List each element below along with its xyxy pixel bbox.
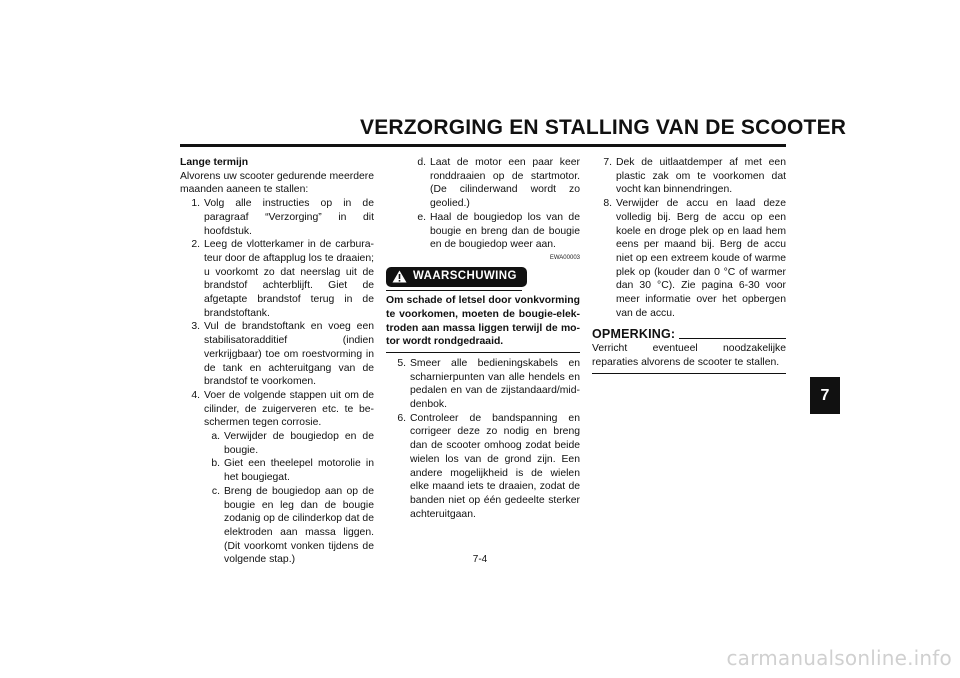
page-number: 7-4 [472,554,488,565]
item-number: 1. [191,198,200,210]
item-letter: d. [417,157,426,168]
section-heading: Lange termijn [180,157,249,168]
list-item [180,238,374,320]
warning-code: EWA00003 [549,254,580,261]
item-text: Smeer alle bedieningskabels en scharnierpunten van alle hendels en pedalen en van de zijstandaard/middenbok. [410,357,580,411]
list-item [180,197,374,238]
item-text: Haal de bougiedop los van de bougie en breng dan de bougie en de bougiedop weer aan. [430,211,580,251]
item-number: 6. [397,412,406,424]
sub-list-item [180,430,374,457]
item-text: Volg alle instructies op in de paragraaf “Verzorging” in dit hoofdstuk. [204,198,374,237]
item-number: 5. [397,357,406,369]
item-letter: b. [211,458,220,470]
item-text: Vul de brandstoftank en voeg een stabilisatoradditief (indien verkrijgbaar) toe om roestvorming in de tank en achteruitgang van de brandstof te voorkomen. [204,321,374,388]
item-letter: a. [211,431,220,443]
item-text: Giet een theelepel motorolie in het bougiegat. [224,458,374,484]
sub-list-item [386,211,580,252]
item-number: 2. [191,239,200,251]
sub-list-item [180,457,374,484]
list-item [592,197,786,320]
sub-list-item [180,485,374,567]
item-number: 8. [603,198,612,210]
note-rule [679,338,786,339]
item-text: Verwijder de bougiedop en de bougie. [224,431,374,456]
page-title: VERZORGING EN STALLING VAN DE SCOOTER [360,116,847,139]
note-label: OPMERKING: [592,327,676,342]
list-item [180,389,374,430]
item-text: Leeg de vlotterkamer in de carburateur door de aftapplug los te draaien; u voorkomt zo dat neerslag uit de brandstof achterblijft. Giet de afgetapte brandstof terug in de brandstoftank. [204,239,374,319]
item-number: 7. [603,157,612,168]
item-letter: e. [417,211,426,223]
list-item [180,320,374,389]
item-text: Breng de bougiedop aan op de bougie en leg dan de bougie zodanig op de cilinderkop dat de elektroden aan massa liggen. (Dit voorkomt vonken tijdens de volgende stap.) [224,485,374,566]
header-rule [180,144,786,147]
item-text: Voer de volgende stappen uit om de cilinder, de zuigerveren etc. te beschermen tegen corrosie. [204,389,374,429]
intro-text: Alvorens uw scooter gedurende meerdere maanden aaneen te stallen: [180,170,374,196]
column-3 [592,156,786,378]
item-letter: c. [211,485,220,497]
sub-list-item [386,156,580,211]
item-text: Verwijder de accu en laad deze volledig bij. Berg de accu op een koele en droge plek op en laad hem eens per maand bij. Berg de accu niet op een extreem koude of warme plek op (kouder dan 0 °C of warmer dan 30 °C). Zie pagina 6-30 voor meer informatie over het opbergen van de accu. [616,198,786,319]
column-2 [386,156,580,521]
chapter-tab: 7 [810,377,840,414]
warning-label-box [386,267,527,287]
warning-bottom-rule [386,352,580,353]
watermark: carmanualsonline.info [726,646,952,670]
column-1 [180,156,374,567]
item-text: Controleer de bandspanning en corrigeer deze zo nodig en breng dan de scooter omhoog zodat beide wielen los van de grond zijn. Een andere mogelijkheid is de wielen elke maand iets te draaien, zodat de banden niet op één gedeelte sterker achteruitgaan. [410,412,580,520]
item-text: Laat de motor een paar keer ronddraaien op de startmotor. (De cilinderwand wordt zo geolied.) [430,157,580,210]
warning-text: Om schade of letsel door vonkvorming te voorkomen, moeten de bougie-elektroden aan massa liggen terwijl de motor wordt rondgedraaid. [386,295,580,348]
list-item [386,357,580,412]
warning-rule [386,290,522,291]
note-heading [592,328,786,342]
list-item [386,412,580,522]
note-text: Verricht eventueel noodzakelijke reparaties alvorens de scooter te stallen. [592,343,786,368]
warning-triangle-icon [392,270,407,283]
note-bottom-rule [592,373,786,374]
warning-label: WAARSCHUWING [413,270,517,283]
item-number: 3. [191,321,200,333]
list-item [592,156,786,197]
item-text: Dek de uitlaatdemper af met een plastic zak om te voorkomen dat vocht kan binnendringen. [616,157,786,196]
item-number: 4. [191,389,200,401]
